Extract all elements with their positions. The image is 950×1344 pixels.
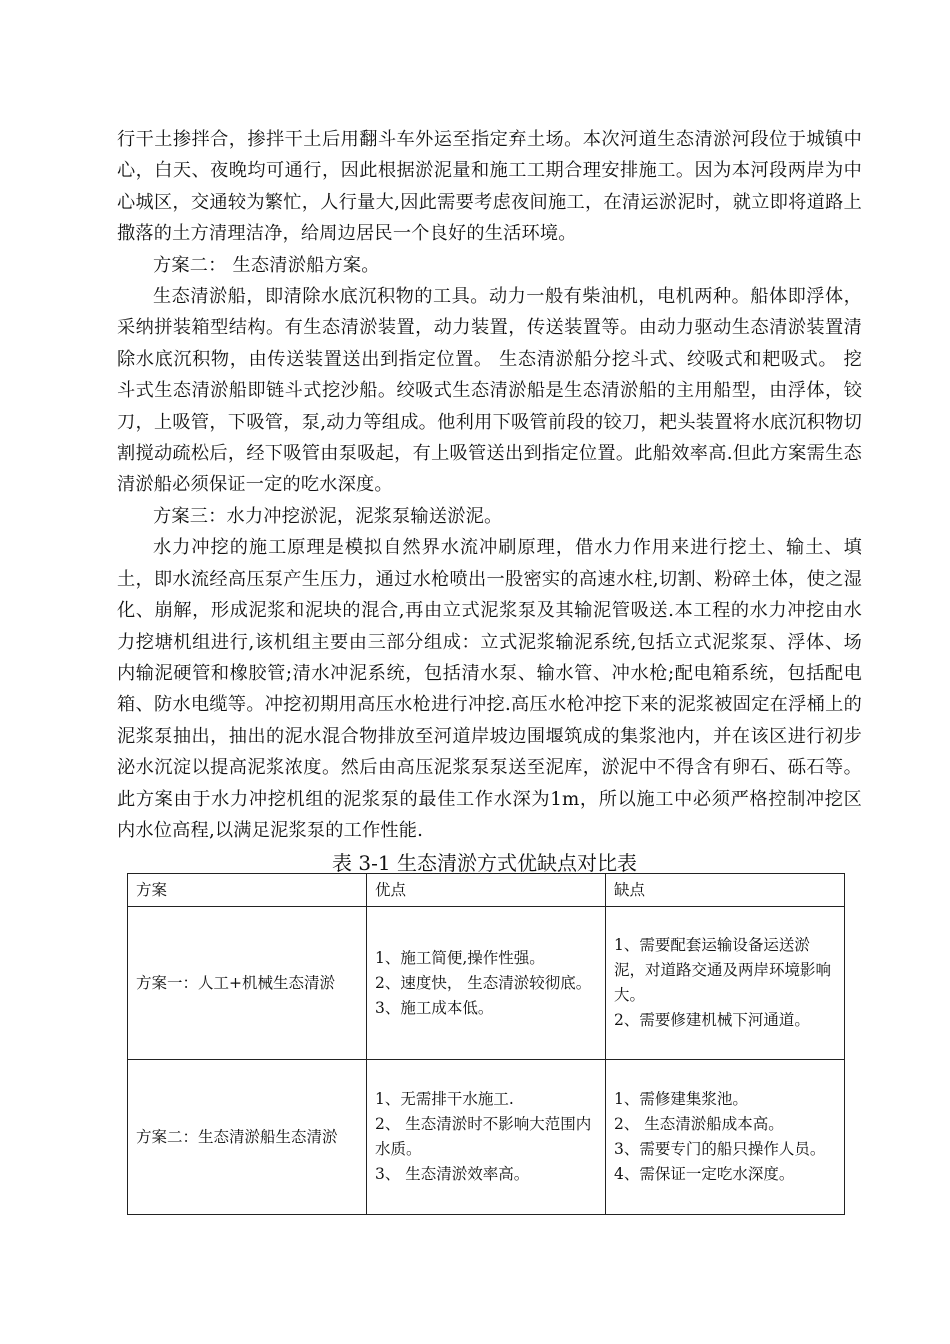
comparison-table (127, 873, 845, 1215)
document-body (117, 124, 862, 882)
cons-line: 1、需要配套运输设备运送淤泥，对道路交通及两岸环境影响大。 (614, 936, 832, 1004)
cons-line: 2、需要修建机械下河通道。 (614, 1011, 810, 1029)
paragraph-hydraulic: 水力冲挖的施工原理是模拟自然界水流冲刷原理，借水力作用来进行挖土、输土、填土，即水流经高压泵产生压力，通过水枪喷出一股密实的高速水柱,切割、粉碎土体，使之湿化、崩解，形成泥浆和泥块的混合,再由立式泥浆泵及其输泥管吸送.本工程的水力冲挖由水力挖塘机组进行,该机组主要由三部分组成：立式泥浆输泥系统,包括立式泥浆泵、浮体、场内输泥硬管和橡胶管;清水冲泥系统，包括清水泵、输水管、冲水枪;配电箱系统，包括配电箱、防水电缆等。冲挖初期用高压水枪进行冲挖.高压水枪冲挖下来的泥浆被固定在浮桶上的泥浆泵抽出，抽出的泥水混合物排放至河道岸坡边围堰筑成的集浆池内，并在该区进行初步泌水沉淀以提高泥浆浓度。然后由高压泥浆泵泵送至泥库，淤泥中不得含有卵石、砾石等。此方案由于水力冲挖机组的泥浆泵的最佳工作水深为1m，所以施工中必须严格控制冲挖区内水位高程,以满足泥浆泵的工作性能. (117, 537, 862, 841)
scheme-cell: 方案一：人工+机械生态清淤 (128, 907, 367, 1060)
pros-line: 1、施工简便,操作性强。 (375, 948, 545, 967)
paragraph-dredger: 生态清淤船，即清除水底沉积物的工具。动力一般有柴油机，电机两种。船体即浮体，采纳拼装箱型结构。有生态清淤装置，动力装置，传送装置等。由动力驱动生态清淤装置清除水底沉积物，由传送装置送出到指定位置。 生态清淤船分挖斗式、绞吸式和耙吸式。 挖斗式生态清淤船即链斗式挖沙船。绞吸式生态清淤船是生态清淤船的主用船型，由浮体，铰刀，上吸管，下吸管，泵,动力等组成。他利用下吸管前段的铰刀，耙头装置将水底沉积物切割搅动疏松后，经下吸管由泵吸起，有上吸管送出到指定位置。此船效率高.但此方案需生态清淤船必须保证一定的吃水深度。 (117, 286, 862, 496)
table-header-row (128, 874, 845, 907)
cons-line: 1、需修建集浆池。 (614, 1090, 748, 1108)
heading-scheme-three: 方案三：水力冲挖淤泥，泥浆泵输送淤泥。 (153, 505, 503, 527)
pros-line: 1、无需排干水施工. (375, 1090, 514, 1108)
heading-scheme-two: 方案二： 生态清淤船方案。 (153, 254, 380, 276)
pros-line: 3、 生态清淤效率高。 (375, 1165, 530, 1183)
cons-line: 4、需保证一定吃水深度。 (614, 1165, 795, 1183)
pros-line: 2、速度快， 生态清淤较彻底。3、施工成本低。 (375, 973, 592, 1017)
header-pros: 优点 (367, 874, 606, 907)
paragraph-disposal: 行干土掺拌合，掺拌干土后用翻斗车外运至指定弃土场。本次河道生态清淤河段位于城镇中心，白天、夜晚均可通行，因此根据淤泥量和施工工期合理安排施工。因为本河段两岸为中心城区，交通较为繁忙，人行量大,因此需要考虑夜间施工，在清运淤泥时，就立即将道路上撒落的土方清理洁净，给周边居民一个良好的生活环境。 (117, 129, 862, 245)
cons-line: 2、 生态清淤船成本高。 (614, 1115, 784, 1133)
header-cons: 缺点 (606, 874, 845, 907)
pros-cell (367, 907, 606, 1060)
cons-cell (606, 1060, 845, 1215)
table-caption: 表 3-1 生态清淤方式优缺点对比表 (332, 851, 637, 876)
pros-line: 2、 生态清淤时不影响大范围内水质。 (375, 1115, 592, 1158)
header-scheme: 方案 (128, 874, 367, 907)
pros-cell (367, 1060, 606, 1215)
cons-line: 3、需要专门的船只操作人员。 (614, 1140, 826, 1158)
table-row (128, 907, 845, 1060)
cons-cell (606, 907, 845, 1060)
scheme-cell: 方案二：生态清淤船生态清淤 (128, 1060, 367, 1215)
table-row (128, 1060, 845, 1215)
